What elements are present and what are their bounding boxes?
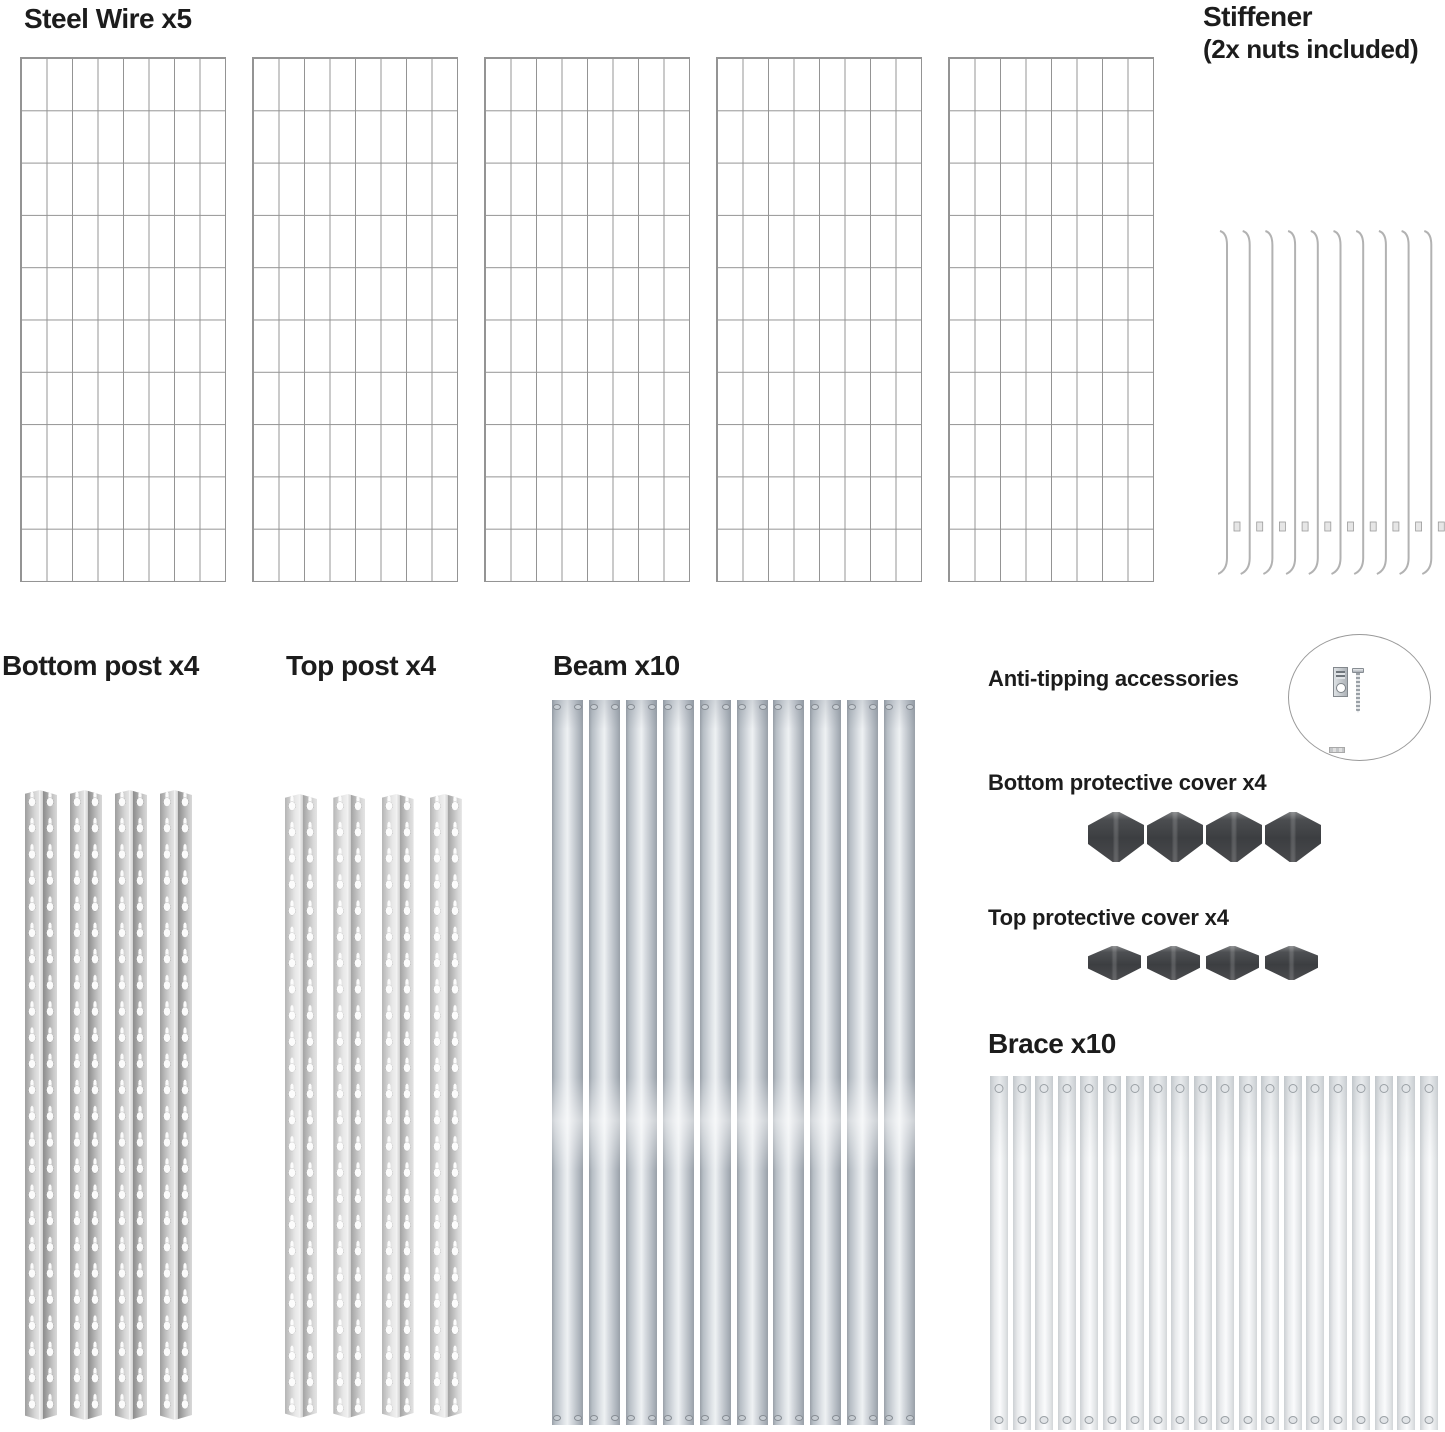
stiffener-nut [1370, 522, 1376, 531]
beam [700, 700, 731, 1425]
top-post [285, 794, 317, 1418]
beam [884, 700, 915, 1425]
post-face-right [133, 790, 147, 1420]
brace-strip [1058, 1076, 1076, 1430]
brace-hole [1221, 1084, 1230, 1093]
steel-wire-panel [20, 57, 226, 582]
beam-hole [848, 1415, 856, 1421]
steel-wire-panel [484, 57, 690, 582]
beam-hole [664, 704, 672, 710]
bottom-protective-cover [1206, 812, 1262, 862]
brace-strip [1239, 1076, 1257, 1430]
beam-hole [574, 704, 582, 710]
brace-hole [1244, 1084, 1253, 1093]
beam-hole [848, 704, 856, 710]
stiffener-title-line1: Stiffener [1203, 1, 1313, 32]
stiffener-nut [1234, 522, 1240, 531]
brace-title: Brace x10 [988, 1028, 1116, 1059]
beam-hole [811, 704, 819, 710]
beam [663, 700, 694, 1425]
beam-hole [553, 1415, 561, 1421]
bottom-post [70, 790, 102, 1420]
brace-strip [1080, 1076, 1098, 1430]
brace-hole [1424, 1416, 1433, 1424]
bottom-post-title: Bottom post x4 [2, 650, 199, 681]
brace-hole [1198, 1084, 1207, 1093]
brace-strip [1306, 1076, 1324, 1430]
top-protective-cover [1147, 946, 1200, 980]
bottom-protective-cover [1265, 812, 1321, 862]
beam [847, 700, 878, 1425]
post-face-left [430, 794, 444, 1418]
beam-hole [832, 1415, 840, 1421]
stiffener-rod [1332, 231, 1341, 574]
stiffener-rod [1241, 231, 1250, 574]
beam-hole [869, 704, 877, 710]
beam [552, 700, 583, 1425]
screw-icon [1352, 668, 1364, 673]
brace-hole [1085, 1084, 1094, 1093]
bottom-protective-cover [1147, 812, 1203, 862]
brace-hole [1108, 1416, 1117, 1424]
brace [990, 1076, 1031, 1430]
post-face-left [115, 790, 129, 1420]
beam-hole [906, 704, 914, 710]
brace-strip [1216, 1076, 1234, 1430]
top-cover-title: Top protective cover x4 [988, 905, 1229, 930]
beam [626, 700, 657, 1425]
brace [1261, 1076, 1302, 1430]
beam-hole [759, 704, 767, 710]
beam-hole [590, 1415, 598, 1421]
brace-hole [1085, 1416, 1094, 1424]
post-face-right [351, 794, 365, 1418]
steel-wire-panel [948, 57, 1154, 582]
brace-hole [1379, 1084, 1388, 1093]
post-face-right [400, 794, 414, 1418]
brace-hole [1289, 1416, 1298, 1424]
brace [1216, 1076, 1257, 1430]
beam-hole [795, 704, 803, 710]
post-face-right [303, 794, 317, 1418]
brace [1035, 1076, 1076, 1430]
brace-hole [1153, 1416, 1162, 1424]
bracket-slot [1336, 671, 1345, 679]
brace-strip [1284, 1076, 1302, 1430]
brace-hole [1040, 1084, 1049, 1093]
brace-strip [990, 1076, 1008, 1430]
brace-hole [1401, 1416, 1410, 1424]
top-protective-cover [1206, 946, 1259, 980]
beam-hole [701, 704, 709, 710]
stiffener-rod [1309, 231, 1318, 574]
brace-hole [1266, 1084, 1275, 1093]
beam [810, 700, 841, 1425]
post-face-left [333, 794, 347, 1418]
stiffener-nut [1393, 522, 1399, 531]
beam-hole [774, 1415, 782, 1421]
top-post [333, 794, 365, 1418]
beam-hole [738, 1415, 746, 1421]
post-face-right [43, 790, 57, 1420]
beam [773, 700, 804, 1425]
stiffener-nut [1302, 522, 1308, 531]
stiffener-rod [1218, 231, 1227, 574]
stiffener-rod [1263, 231, 1272, 574]
top-post [430, 794, 462, 1418]
stiffener-title-line2: (2x nuts included) [1203, 34, 1419, 64]
anti-tipping-title: Anti-tipping accessories [988, 666, 1239, 691]
beam-group [552, 700, 922, 1425]
brace-hole [1379, 1416, 1388, 1424]
beam-hole [906, 1415, 914, 1421]
brace-strip [1194, 1076, 1212, 1430]
brace-hole [1063, 1084, 1072, 1093]
brace-hole [1334, 1084, 1343, 1093]
bracket-hole [1336, 683, 1346, 693]
beam-hole [759, 1415, 767, 1421]
brace [1352, 1076, 1393, 1430]
beam [589, 700, 620, 1425]
beam-hole [590, 704, 598, 710]
bottom-protective-cover [1088, 812, 1144, 862]
stiffener-nut [1325, 522, 1331, 531]
brace-hole [1175, 1416, 1184, 1424]
brace-hole [1334, 1416, 1343, 1424]
beam-title: Beam x10 [553, 650, 680, 681]
beam-hole [685, 1415, 693, 1421]
beam-hole [722, 1415, 730, 1421]
beam-hole [611, 1415, 619, 1421]
top-protective-cover [1265, 946, 1318, 980]
beam-hole [648, 1415, 656, 1421]
brace-strip [1352, 1076, 1370, 1430]
brace-strip [1329, 1076, 1347, 1430]
beam-hole [774, 704, 782, 710]
brace [1171, 1076, 1212, 1430]
stiffener-rod-group [1218, 228, 1445, 580]
stiffener-nut [1257, 522, 1263, 531]
brace-hole [1153, 1084, 1162, 1093]
beam-hole [664, 1415, 672, 1421]
brace-strip [1261, 1076, 1279, 1430]
brace-strip [1375, 1076, 1393, 1430]
brace [1126, 1076, 1167, 1430]
beam-hole [885, 704, 893, 710]
beam-hole [611, 704, 619, 710]
steel-wire-panel [716, 57, 922, 582]
stiffener-nut [1279, 522, 1285, 531]
brace-hole [1040, 1416, 1049, 1424]
stiffener-rod [1422, 231, 1431, 574]
post-face-left [160, 790, 174, 1420]
beam-hole [553, 704, 561, 710]
beam-hole [869, 1415, 877, 1421]
post-face-left [70, 790, 84, 1420]
brace-hole [1424, 1084, 1433, 1093]
brace-hole [995, 1416, 1004, 1424]
brace [1306, 1076, 1347, 1430]
stiffener-rod [1400, 231, 1409, 574]
brace-hole [1289, 1084, 1298, 1093]
beam-hole [832, 704, 840, 710]
beam-hole [685, 704, 693, 710]
brace-hole [1266, 1416, 1275, 1424]
beam-hole [701, 1415, 709, 1421]
brace-hole [1401, 1084, 1410, 1093]
beam-hole [795, 1415, 803, 1421]
steel-wire-panel [252, 57, 458, 582]
brace-hole [1018, 1084, 1027, 1093]
brace-hole [1175, 1084, 1184, 1093]
brace-hole [1221, 1416, 1230, 1424]
brace [1080, 1076, 1121, 1430]
post-face-left [382, 794, 396, 1418]
stiffener-nut [1348, 522, 1354, 531]
beam-hole [722, 704, 730, 710]
bottom-cover-title: Bottom protective cover x4 [988, 770, 1267, 795]
top-protective-cover [1088, 946, 1141, 980]
post-face-left [285, 794, 299, 1418]
brace-hole [1356, 1416, 1365, 1424]
brace-strip [1420, 1076, 1438, 1430]
post-face-right [448, 794, 462, 1418]
brace-hole [995, 1084, 1004, 1093]
brace-strip [1397, 1076, 1415, 1430]
bottom-post [115, 790, 147, 1420]
brace-hole [1130, 1416, 1139, 1424]
brace-hole [1108, 1084, 1117, 1093]
brace-hole [1356, 1084, 1365, 1093]
post-face-right [178, 790, 192, 1420]
beam-hole [648, 704, 656, 710]
steel-wire-title: Steel Wire x5 [24, 3, 192, 34]
brace-strip [1126, 1076, 1144, 1430]
bottom-post [160, 790, 192, 1420]
brace-strip [1013, 1076, 1031, 1430]
circle-clasp [1329, 747, 1345, 753]
brace-hole [1130, 1084, 1139, 1093]
bracket-icon [1333, 667, 1348, 697]
screw-shaft [1356, 673, 1360, 713]
beam-hole [627, 704, 635, 710]
brace-group [990, 1076, 1440, 1430]
brace-hole [1018, 1416, 1027, 1424]
beam-hole [574, 1415, 582, 1421]
beam-hole [885, 1415, 893, 1421]
stiffener-rod [1286, 231, 1295, 574]
top-post [382, 794, 414, 1418]
beam-hole [738, 704, 746, 710]
brace-hole [1311, 1084, 1320, 1093]
beam [737, 700, 768, 1425]
beam-hole [627, 1415, 635, 1421]
brace-strip [1035, 1076, 1053, 1430]
brace-hole [1244, 1416, 1253, 1424]
stiffener-rod [1377, 231, 1386, 574]
bottom-post [25, 790, 57, 1420]
brace-strip [1149, 1076, 1167, 1430]
post-face-left [25, 790, 39, 1420]
brace-hole [1311, 1416, 1320, 1424]
brace-hole [1198, 1416, 1207, 1424]
stiffener-nut [1416, 522, 1422, 531]
brace-hole [1063, 1416, 1072, 1424]
top-post-title: Top post x4 [286, 650, 436, 681]
brace [1397, 1076, 1438, 1430]
stiffener-rod [1354, 231, 1363, 574]
stiffener-nut [1438, 522, 1444, 531]
brace-strip [1171, 1076, 1189, 1430]
beam-hole [811, 1415, 819, 1421]
post-face-right [88, 790, 102, 1420]
brace-strip [1103, 1076, 1121, 1430]
